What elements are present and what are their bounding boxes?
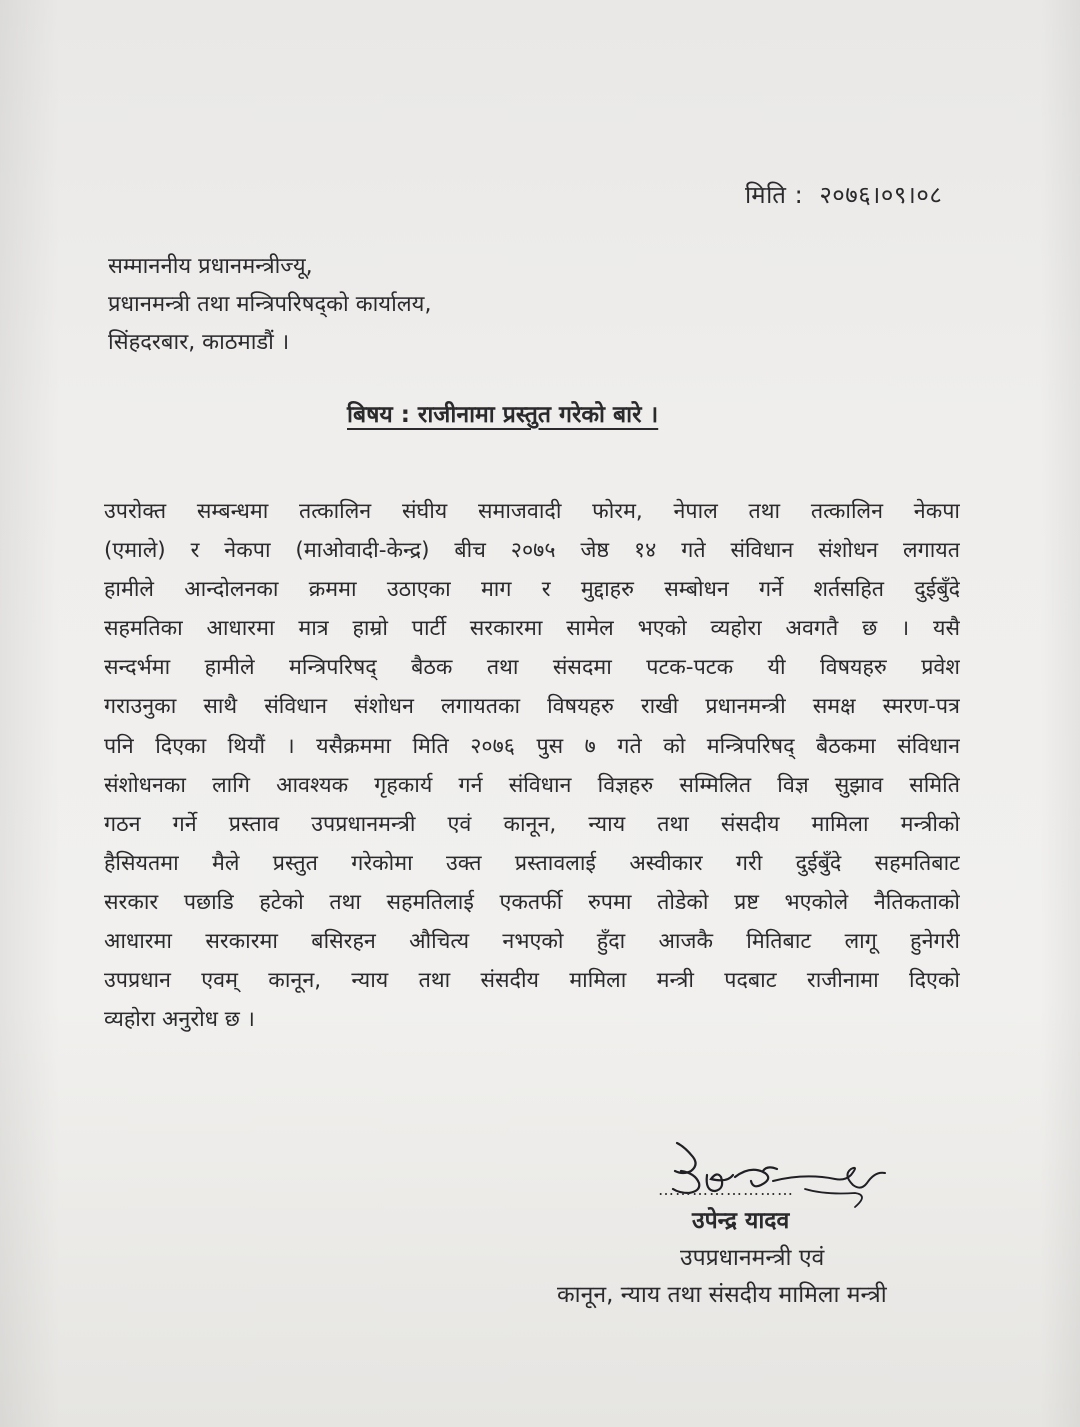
letter-date	[745, 178, 942, 211]
page-shadow-right	[1040, 0, 1080, 1427]
body-line: व्यहोरा अनुरोध छ ।	[104, 1007, 255, 1033]
body-line: उपरोक्त सम्बन्धमा तत्कालिन संघीय समाजवादी फोरम, नेपाल तथा तत्कालिन नेकपा	[104, 499, 960, 524]
body-line: हामीले आन्दोलनका क्रममा उठाएका माग र मुद्दाहरु सम्बोधन गर्ने शर्तसहित दुईबुँदे	[104, 577, 960, 603]
body-line: आधारमा सरकारमा बसिरहन औचित्य नभएको हुँदा आजकै मितिबाट लागू हुनेगरी	[104, 929, 960, 955]
date-label: मिति :	[745, 181, 804, 209]
date-value: २०७६।०९।०८	[819, 181, 943, 209]
body-line: संशोधनका लागि आवश्यक गृहकार्य गर्न संविधान विज्ञहरु सम्मिलित विज्ञ सुझाव समिति	[104, 772, 960, 798]
body-line: गराउनुका साथै संविधान संशोधन लगायतका विषयहरु राखी प्रधानमन्त्री समक्ष स्मरण-पत्र	[104, 694, 960, 720]
body-line: हैसियतमा मैले प्रस्तुत गरेकोमा उक्त प्रस्तावलाई अस्वीकार गरी दुईबुँदे सहमतिबाट	[104, 850, 960, 876]
letter-subject: बिषय : राजीनामा प्रस्तुत गरेको बारे ।	[347, 402, 659, 428]
body-line: सन्दर्भमा हामीले मन्त्रिपरिषद् बैठक तथा संसदमा पटक-पटक यी विषयहरु प्रवेश	[104, 655, 960, 681]
address-line: सिंहदरबार, काठमाडौं ।	[108, 330, 290, 355]
body-line: सहमतिका आधारमा मात्र हाम्रो पार्टी सरकारमा सामेल भएको व्यहोरा अवगतै छ । यसै	[104, 616, 960, 642]
signatory-name: उपेन्द्र यादव	[692, 1208, 790, 1234]
signatory-title-line-2: कानून, न्याय तथा संसदीय मामिला मन्त्री	[557, 1282, 887, 1308]
address-line: प्रधानमन्त्री तथा मन्त्रिपरिषद्को कार्यालय,	[108, 292, 432, 317]
body-line: गठन गर्ने प्रस्ताव उपप्रधानमन्त्री एवं कानून, न्याय तथा संसदीय मामिला मन्त्रीको	[104, 811, 960, 837]
signature-dotted-line: ……………………	[658, 1180, 794, 1199]
recipient-address	[108, 248, 431, 362]
body-line: सरकार पछाडि हटेको तथा सहमतिलाई एकतर्फी रुपमा तोडेको प्रष्ट भएकोले नैतिकताको	[104, 889, 960, 915]
page-shadow-left	[0, 0, 60, 1427]
body-line: उपप्रधान एवम् कानून, न्याय तथा संसदीय मामिला मन्त्री पदबाट राजीनामा दिएको	[104, 968, 960, 994]
body-line: (एमाले) र नेकपा (माओवादी-केन्द्र) बीच २०७५ जेष्ठ १४ गते संविधान संशोधन लगायत	[104, 538, 960, 564]
signatory-title-line-1: उपप्रधानमन्त्री एवं	[680, 1245, 825, 1271]
letter-body	[104, 492, 960, 1039]
address-line: सम्माननीय प्रधानमन्त्रीज्यू,	[108, 254, 313, 279]
body-line: पनि दिएका थियौं । यसैक्रममा मिति २०७६ पुस ७ गते को मन्त्रिपरिषद् बैठकमा संविधान	[104, 733, 960, 759]
